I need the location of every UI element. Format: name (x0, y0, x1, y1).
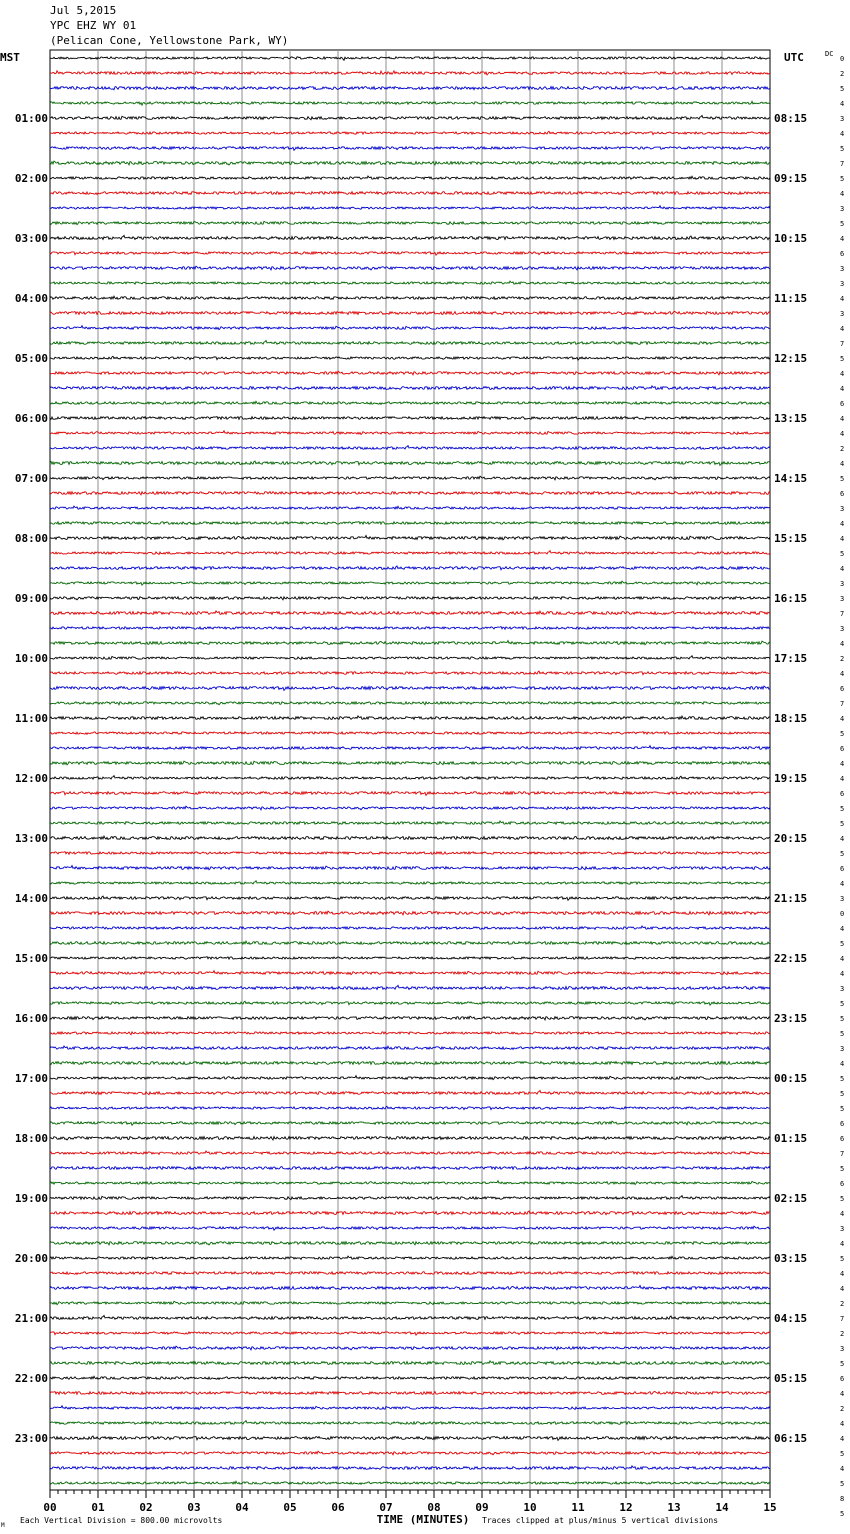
dc-value: 2 (840, 655, 845, 663)
dc-value: 2 (840, 70, 845, 78)
dc-value: 5 (840, 355, 845, 363)
x-tick-label: 09 (475, 1501, 489, 1514)
right-hour-label: 04:15 (774, 1312, 808, 1325)
dc-value: 4 (840, 970, 845, 978)
right-hour-label: 09:15 (774, 172, 808, 185)
seismic-trace (50, 1137, 770, 1140)
dc-value: 5 (840, 145, 845, 153)
seismic-trace (50, 866, 770, 870)
right-hour-label: 06:15 (774, 1432, 808, 1445)
seismic-trace (50, 71, 770, 75)
right-hour-label: 02:15 (774, 1192, 808, 1205)
seismic-trace (50, 1346, 770, 1350)
seismic-trace (50, 551, 770, 555)
dc-value: 5 (840, 1360, 845, 1368)
seismic-trace (50, 431, 770, 435)
dc-value: 2 (840, 1330, 845, 1338)
dc-value: 5 (840, 1480, 845, 1488)
dc-value: 5 (840, 220, 845, 228)
dc-value: 5 (840, 1105, 845, 1113)
seismic-trace (50, 417, 770, 420)
seismic-trace (50, 1226, 770, 1230)
seismic-trace (50, 836, 770, 840)
seismic-trace (50, 957, 770, 960)
x-tick-label: 08 (427, 1501, 441, 1514)
x-tick-label: 07 (379, 1501, 393, 1514)
dc-value: 4 (840, 1420, 845, 1428)
seismic-trace (50, 1151, 770, 1154)
right-hour-label: 15:15 (774, 532, 808, 545)
seismic-trace (50, 1062, 770, 1065)
dc-value: 2 (840, 445, 845, 453)
right-hour-label: 18:15 (774, 712, 808, 725)
seismic-trace (50, 1091, 770, 1095)
right-hour-label: 22:15 (774, 952, 808, 965)
seismic-trace (50, 476, 770, 480)
left-hour-label: 22:00 (14, 1372, 48, 1385)
right-hour-label: 00:15 (774, 1072, 808, 1085)
seismic-trace (50, 1167, 770, 1170)
seismic-trace (50, 1421, 770, 1425)
x-tick-label: 00 (43, 1501, 57, 1514)
seismic-trace (50, 881, 770, 884)
dc-value: 4 (840, 1060, 845, 1068)
right-hour-label: 21:15 (774, 892, 808, 905)
dc-value: 4 (840, 565, 845, 573)
seismic-trace (50, 1316, 770, 1320)
seismic-trace (50, 792, 770, 796)
clip-note: Traces clipped at plus/minus 5 vertical divisions (482, 1516, 719, 1525)
seismic-trace (50, 985, 770, 989)
seismic-trace (50, 656, 770, 660)
left-hour-label: 12:00 (14, 772, 48, 785)
dc-value: 3 (840, 1225, 845, 1233)
left-hour-label: 10:00 (14, 652, 48, 665)
dc-value: 4 (840, 1240, 845, 1248)
left-hour-label: 01:00 (14, 112, 48, 125)
dc-value: 5 (840, 940, 845, 948)
seismic-trace (50, 1242, 770, 1245)
dc-value: 4 (840, 880, 845, 888)
seismic-trace (50, 597, 770, 600)
seismic-trace (50, 296, 770, 299)
left-hour-label: 16:00 (14, 1012, 48, 1025)
dc-value: 3 (840, 625, 845, 633)
dc-value: 3 (840, 1345, 845, 1353)
dc-value: 6 (840, 1375, 845, 1383)
dc-value: 4 (840, 775, 845, 783)
seismic-trace (50, 1376, 770, 1379)
seismic-trace (50, 686, 770, 690)
dc-value: 5 (840, 1165, 845, 1173)
dc-value: 4 (840, 295, 845, 303)
seismic-trace (50, 446, 770, 450)
left-hour-label: 09:00 (14, 592, 48, 605)
x-tick-label: 05 (283, 1501, 297, 1514)
x-tick-label: 11 (571, 1501, 585, 1514)
right-hour-label: 05:15 (774, 1372, 808, 1385)
dc-value: 5 (840, 1030, 845, 1038)
dc-value: 4 (840, 415, 845, 423)
dc-value: 5 (840, 850, 845, 858)
right-hour-label: 14:15 (774, 472, 808, 485)
seismic-trace (50, 506, 770, 509)
dc-value: 4 (840, 715, 845, 723)
seismic-trace (50, 821, 770, 824)
dc-value: 4 (840, 190, 845, 198)
x-axis-title: TIME (MINUTES) (376, 1513, 470, 1526)
dc-value: 4 (840, 760, 845, 768)
seismic-trace (50, 206, 770, 210)
seismic-trace (50, 971, 770, 975)
dc-value: 7 (840, 610, 845, 618)
dc-value: 6 (840, 250, 845, 258)
seismic-trace (50, 1332, 770, 1335)
seismic-trace (50, 87, 770, 90)
dc-value: 4 (840, 1210, 845, 1218)
dc-value: 2 (840, 1300, 845, 1308)
seismic-trace (50, 1286, 770, 1290)
seismic-trace (50, 671, 770, 675)
seismic-trace (50, 1196, 770, 1200)
right-hour-label: 17:15 (774, 652, 808, 665)
seismic-trace (50, 1436, 770, 1440)
dc-value: 3 (840, 1045, 845, 1053)
dc-value: 5 (840, 1075, 845, 1083)
dc-value: 3 (840, 505, 845, 513)
seismic-trace (50, 221, 770, 224)
left-hour-label: 20:00 (14, 1252, 48, 1265)
seismic-trace (50, 852, 770, 855)
right-hour-label: 03:15 (774, 1252, 808, 1265)
seismic-trace (50, 161, 770, 165)
left-hour-label: 04:00 (14, 292, 48, 305)
dc-value: 6 (840, 790, 845, 798)
dc-value: 4 (840, 925, 845, 933)
dc-value: 4 (840, 955, 845, 963)
seismic-trace (50, 627, 770, 630)
dc-value: 7 (840, 1150, 845, 1158)
dc-value: 4 (840, 370, 845, 378)
left-hour-label: 15:00 (14, 952, 48, 965)
left-hour-label: 19:00 (14, 1192, 48, 1205)
seismic-trace (50, 57, 770, 61)
right-hour-label: 11:15 (774, 292, 808, 305)
seismic-trace (50, 401, 770, 404)
left-hour-label: 23:00 (14, 1432, 48, 1445)
seismic-trace (50, 746, 770, 750)
dc-value: 6 (840, 685, 845, 693)
dc-value: 5 (840, 175, 845, 183)
dc-value: 0 (840, 55, 845, 63)
left-hour-label: 07:00 (14, 472, 48, 485)
dc-value: 4 (840, 520, 845, 528)
seismic-trace (50, 1001, 770, 1005)
dc-value: 4 (840, 325, 845, 333)
dc-value: 7 (840, 340, 845, 348)
seismic-trace (50, 1451, 770, 1455)
dc-value: 8 (840, 1495, 845, 1503)
seismic-trace (50, 176, 770, 179)
right-axis-label: UTC (784, 51, 804, 64)
right-hour-label: 20:15 (774, 832, 808, 845)
dc-value: 7 (840, 700, 845, 708)
left-hour-label: 08:00 (14, 532, 48, 545)
dc-value: 5 (840, 1015, 845, 1023)
seismic-trace (50, 326, 770, 330)
right-hour-label: 10:15 (774, 232, 808, 245)
x-tick-label: 01 (91, 1501, 105, 1514)
dc-value: 4 (840, 1435, 845, 1443)
seismic-trace (50, 131, 770, 134)
dc-value: 3 (840, 580, 845, 588)
scale-note: Each Vertical Division = 800.00 microvolts (20, 1516, 223, 1525)
x-tick-label: 03 (187, 1501, 201, 1514)
seismic-trace (50, 116, 770, 120)
right-hour-label: 19:15 (774, 772, 808, 785)
x-tick-label: 15 (763, 1501, 777, 1514)
seismic-trace (50, 1272, 770, 1275)
dc-value: 3 (840, 280, 845, 288)
seismic-trace (50, 716, 770, 720)
left-hour-label: 17:00 (14, 1072, 48, 1085)
dc-value: 5 (840, 1195, 845, 1203)
dc-value: 4 (840, 430, 845, 438)
right-hour-label: 13:15 (774, 412, 808, 425)
seismic-trace (50, 1301, 770, 1304)
dc-value: 4 (840, 130, 845, 138)
x-tick-label: 06 (331, 1501, 345, 1514)
dc-value: 4 (840, 1465, 845, 1473)
dc-value: 0 (840, 910, 845, 918)
seismic-trace (50, 536, 770, 540)
seismic-trace (50, 235, 770, 239)
dc-value: 4 (840, 385, 845, 393)
dc-value: 4 (840, 835, 845, 843)
seismic-trace (50, 147, 770, 151)
seismic-trace (50, 1466, 770, 1470)
dc-value: 3 (840, 310, 845, 318)
dc-value: 4 (840, 640, 845, 648)
seismic-trace (50, 1392, 770, 1395)
seismic-trace (50, 611, 770, 615)
seismic-trace (50, 101, 770, 105)
seismic-trace (50, 581, 770, 585)
dc-value: 6 (840, 1135, 845, 1143)
seismic-trace (50, 1211, 770, 1215)
dc-value: 5 (840, 1510, 845, 1518)
dc-value: 6 (840, 745, 845, 753)
dc-value: 7 (840, 1315, 845, 1323)
seismic-trace (50, 702, 770, 705)
dc-value: 4 (840, 100, 845, 108)
left-hour-label: 21:00 (14, 1312, 48, 1325)
x-tick-label: 13 (667, 1501, 681, 1514)
dc-value: 6 (840, 1180, 845, 1188)
left-hour-label: 14:00 (14, 892, 48, 905)
right-hour-label: 12:15 (774, 352, 808, 365)
seismic-trace (50, 1106, 770, 1109)
seismic-trace (50, 566, 770, 570)
dc-value: 6 (840, 400, 845, 408)
dc-value: 5 (840, 1090, 845, 1098)
chart-station: YPC EHZ WY 01 (50, 19, 137, 32)
seismic-trace (50, 1046, 770, 1049)
dc-value: 5 (840, 475, 845, 483)
seismic-trace (50, 806, 770, 810)
dc-value: 3 (840, 895, 845, 903)
dc-value: 5 (840, 805, 845, 813)
right-hour-label: 08:15 (774, 112, 808, 125)
seismic-trace (50, 761, 770, 765)
x-tick-label: 12 (619, 1501, 633, 1514)
x-tick-label: 14 (715, 1501, 729, 1514)
dc-value: 3 (840, 985, 845, 993)
seismic-trace (50, 641, 770, 645)
left-hour-label: 03:00 (14, 232, 48, 245)
dc-value: 3 (840, 265, 845, 273)
dc-value: 6 (840, 865, 845, 873)
seismic-trace (50, 896, 770, 900)
chart-date: Jul 5,2015 (50, 4, 117, 17)
dc-value: 2 (840, 1405, 845, 1413)
dc-value: 4 (840, 535, 845, 543)
seismic-trace (50, 281, 770, 284)
seismic-trace (50, 1076, 770, 1080)
corner-mark: M (1, 1522, 5, 1529)
seismic-trace (50, 1181, 770, 1185)
seismic-trace (50, 926, 770, 929)
right-hour-label: 23:15 (774, 1012, 808, 1025)
seismic-trace (50, 461, 770, 465)
dc-value: 6 (840, 490, 845, 498)
seismic-trace (50, 341, 770, 345)
seismic-trace (50, 1016, 770, 1020)
x-tick-label: 04 (235, 1501, 249, 1514)
left-axis-label: MST (0, 51, 20, 64)
dc-value: 4 (840, 1285, 845, 1293)
dc-value: 5 (840, 1255, 845, 1263)
dc-value: 5 (840, 85, 845, 93)
left-hour-label: 11:00 (14, 712, 48, 725)
seismic-trace (50, 252, 770, 255)
dc-value: 3 (840, 595, 845, 603)
left-hour-label: 18:00 (14, 1132, 48, 1145)
dc-value: 4 (840, 1390, 845, 1398)
dc-value: 5 (840, 820, 845, 828)
seismic-trace (50, 732, 770, 735)
dc-value: 4 (840, 670, 845, 678)
seismic-trace (50, 1032, 770, 1035)
seismic-trace (50, 1481, 770, 1484)
dc-value: 7 (840, 160, 845, 168)
dc-value: 5 (840, 1450, 845, 1458)
seismic-trace (50, 1406, 770, 1410)
seismic-trace (50, 522, 770, 525)
seismic-trace (50, 1361, 770, 1365)
seismic-trace (50, 192, 770, 195)
x-tick-label: 10 (523, 1501, 537, 1514)
dc-value: 4 (840, 1270, 845, 1278)
right-hour-label: 01:15 (774, 1132, 808, 1145)
dc-value: 6 (840, 1120, 845, 1128)
dc-value: 3 (840, 205, 845, 213)
dc-value: 4 (840, 235, 845, 243)
seismic-trace (50, 941, 770, 945)
right-hour-label: 16:15 (774, 592, 808, 605)
left-hour-label: 05:00 (14, 352, 48, 365)
left-hour-label: 13:00 (14, 832, 48, 845)
seismic-trace (50, 386, 770, 390)
dc-label: DC (825, 50, 834, 58)
seismic-trace (50, 776, 770, 780)
dc-value: 4 (840, 460, 845, 468)
chart-location: (Pelican Cone, Yellowstone Park, WY) (50, 34, 289, 47)
dc-value: 3 (840, 115, 845, 123)
dc-value: 5 (840, 550, 845, 558)
seismic-trace (50, 1256, 770, 1259)
seismic-trace (50, 312, 770, 315)
x-tick-label: 02 (139, 1501, 153, 1514)
seismic-trace (50, 1121, 770, 1125)
left-hour-label: 06:00 (14, 412, 48, 425)
seismic-trace (50, 371, 770, 375)
seismic-trace (50, 266, 770, 270)
seismic-trace (50, 911, 770, 915)
dc-value: 5 (840, 730, 845, 738)
left-hour-label: 02:00 (14, 172, 48, 185)
seismic-trace (50, 492, 770, 495)
dc-value: 5 (840, 1000, 845, 1008)
seismic-trace (50, 356, 770, 360)
